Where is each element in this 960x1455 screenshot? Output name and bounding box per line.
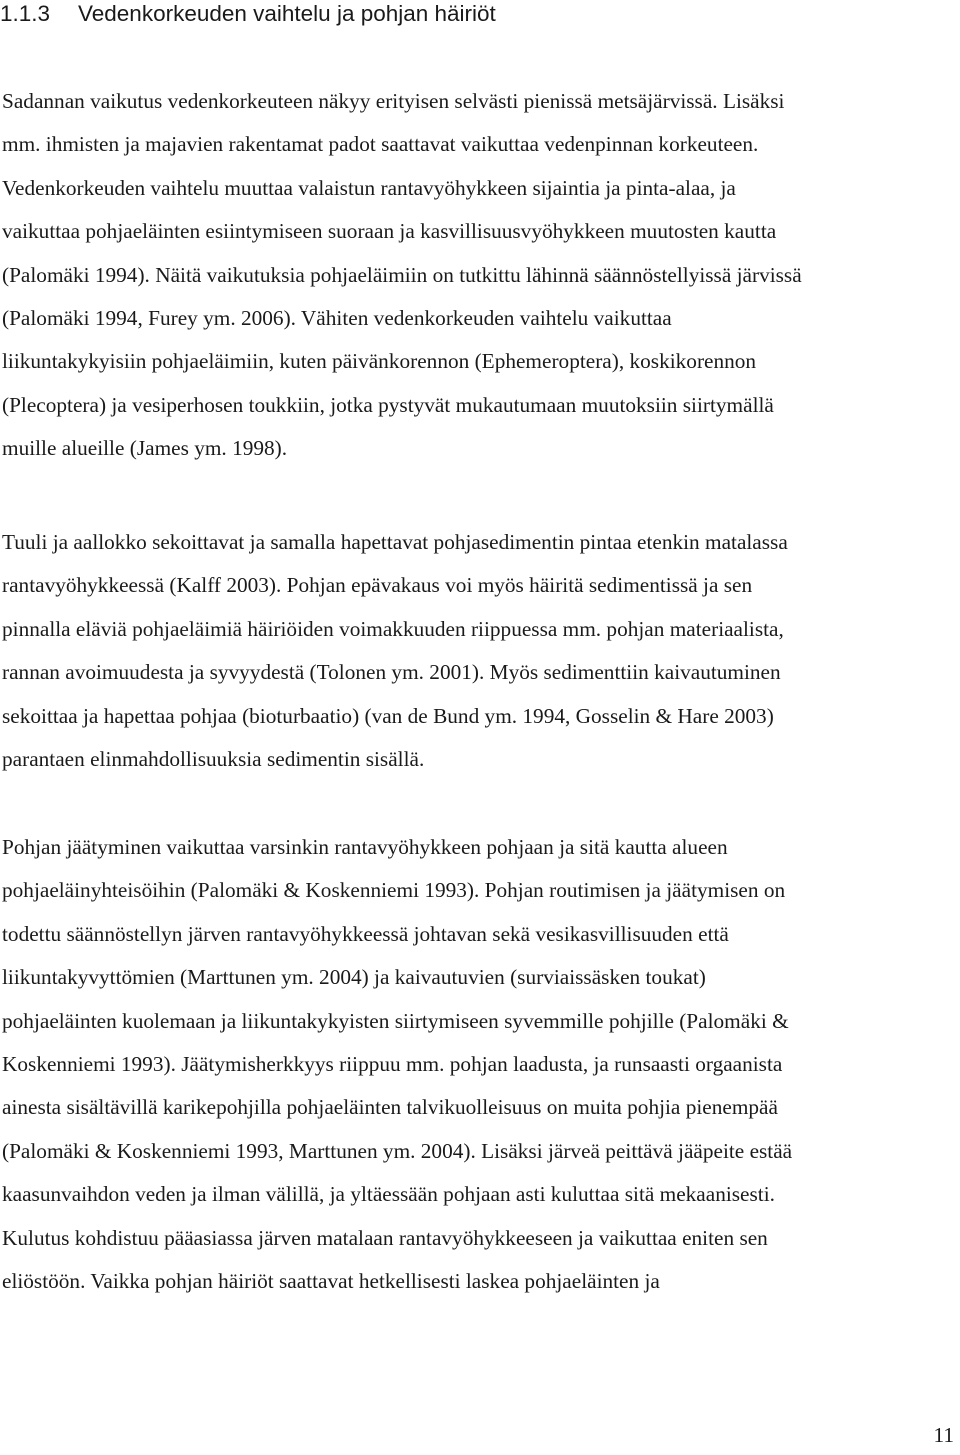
text-line: rantavyöhykkeessä (Kalff 2003). Pohjan epävakaus voi myös häiritä sedimentissä ja sen — [2, 573, 753, 598]
text-line: liikuntakyvyttömien (Marttunen ym. 2004) ja kaivautuvien (surviaissäsken toukat) — [2, 965, 706, 990]
text-line: Pohjan jäätyminen vaikuttaa varsinkin rantavyöhykkeen pohjaan ja sitä kautta alueen — [2, 835, 728, 859]
text-line: ainesta sisältävillä karikepohjilla pohjaeläinten talvikuolleisuus on muita pohjia pienempää — [2, 1095, 778, 1120]
text-line: Vedenkorkeuden vaihtelu muuttaa valaistun rantavyöhykkeen sijaintia ja pinta-alaa, ja — [2, 175, 736, 200]
text-line: liikuntakykyisiin pohjaeläimiin, kuten päivänkorennon (Ephemeroptera), koskikorennon — [2, 349, 757, 374]
paragraph-wind-waves — [2, 521, 954, 781]
text-line: parantaen elinmahdollisuuksia sedimentin sisällä. — [2, 747, 425, 772]
text-line: pinnalla eläviä pohjaeläimiä häiriöiden voimakkuuden riippuessa mm. pohjan materiaalista, — [2, 616, 784, 641]
section-heading — [0, 0, 496, 28]
text-line: Tuuli ja aallokko sekoittavat ja samalla hapettavat pohjasedimentin pintaa etenkin matalassa — [2, 530, 788, 554]
text-line: muille alueille (James ym. 1998). — [2, 436, 288, 461]
text-line: todettu säännöstellyn järven rantavyöhykkeessä johtavan sekä vesikasvillisuuden että — [2, 921, 729, 946]
page-number: 11 — [933, 1423, 954, 1447]
paragraph-water-level — [2, 80, 954, 471]
text-line: sekoittaa ja hapettaa pohjaa (bioturbaatio) (van de Bund ym. 1994, Gosselin & Hare 2003) — [2, 703, 774, 728]
text-line: eliöstöön. Vaikka pohjan häiriöt saattavat hetkellisesti laskea pohjaeläinten ja — [2, 1269, 660, 1294]
text-line: Kulutus kohdistuu pääasiassa järven matalaan rantavyöhykkeeseen ja vaikuttaa eniten sen — [2, 1225, 768, 1250]
text-line: rannan avoimuudesta ja syvyydestä (Tolonen ym. 2001). Myös sedimenttiin kaivautuminen — [2, 660, 781, 685]
text-line: (Palomäki 1994, Furey ym. 2006). Vähiten vedenkorkeuden vaihtelu vaikuttaa — [2, 306, 672, 331]
text-line: kaasunvaihdon veden ja ilman välillä, ja yltäessään pohjaan asti kuluttaa sitä mekaanisesti. — [2, 1182, 775, 1207]
text-line: Sadannan vaikutus vedenkorkeuteen näkyy erityisen selvästi pienissä metsäjärvissä. Lisäksi — [2, 89, 785, 113]
text-line: (Palomäki & Koskenniemi 1993, Marttunen ym. 2004). Lisäksi järveä peittävä jääpeite estää — [2, 1138, 793, 1163]
section-title: Vedenkorkeuden vaihtelu ja pohjan häiriöt — [78, 1, 496, 26]
text-line: mm. ihmisten ja majavien rakentamat padot saattavat vaikuttaa vedenpinnan korkeuteen. — [2, 132, 759, 157]
text-line: pohjaeläinyhteisöihin (Palomäki & Koskenniemi 1993). Pohjan routimisen ja jäätymisen on — [2, 878, 786, 903]
text-line: vaikuttaa pohjaeläinten esiintymiseen suoraan ja kasvillisuusvyöhykkeen muutosten kautta — [2, 219, 777, 244]
paragraph-freezing — [2, 826, 954, 1303]
text-line: (Palomäki 1994). Näitä vaikutuksia pohjaeläimiin on tutkittu lähinnä säännöstellyissä järvissä — [2, 262, 802, 287]
text-line: (Plecoptera) ja vesiperhosen toukkiin, jotka pystyvät mukautumaan muutoksiin siirtymällä — [2, 392, 774, 417]
text-line: Koskenniemi 1993). Jäätymisherkkyys riippuu mm. pohjan laadusta, ja runsaasti orgaanista — [2, 1052, 783, 1077]
section-number: 1.1.3 — [0, 1, 51, 26]
text-line: pohjaeläinten kuolemaan ja liikuntakykyisten siirtymiseen syvemmille pohjille (Palomäki & — [2, 1008, 789, 1033]
